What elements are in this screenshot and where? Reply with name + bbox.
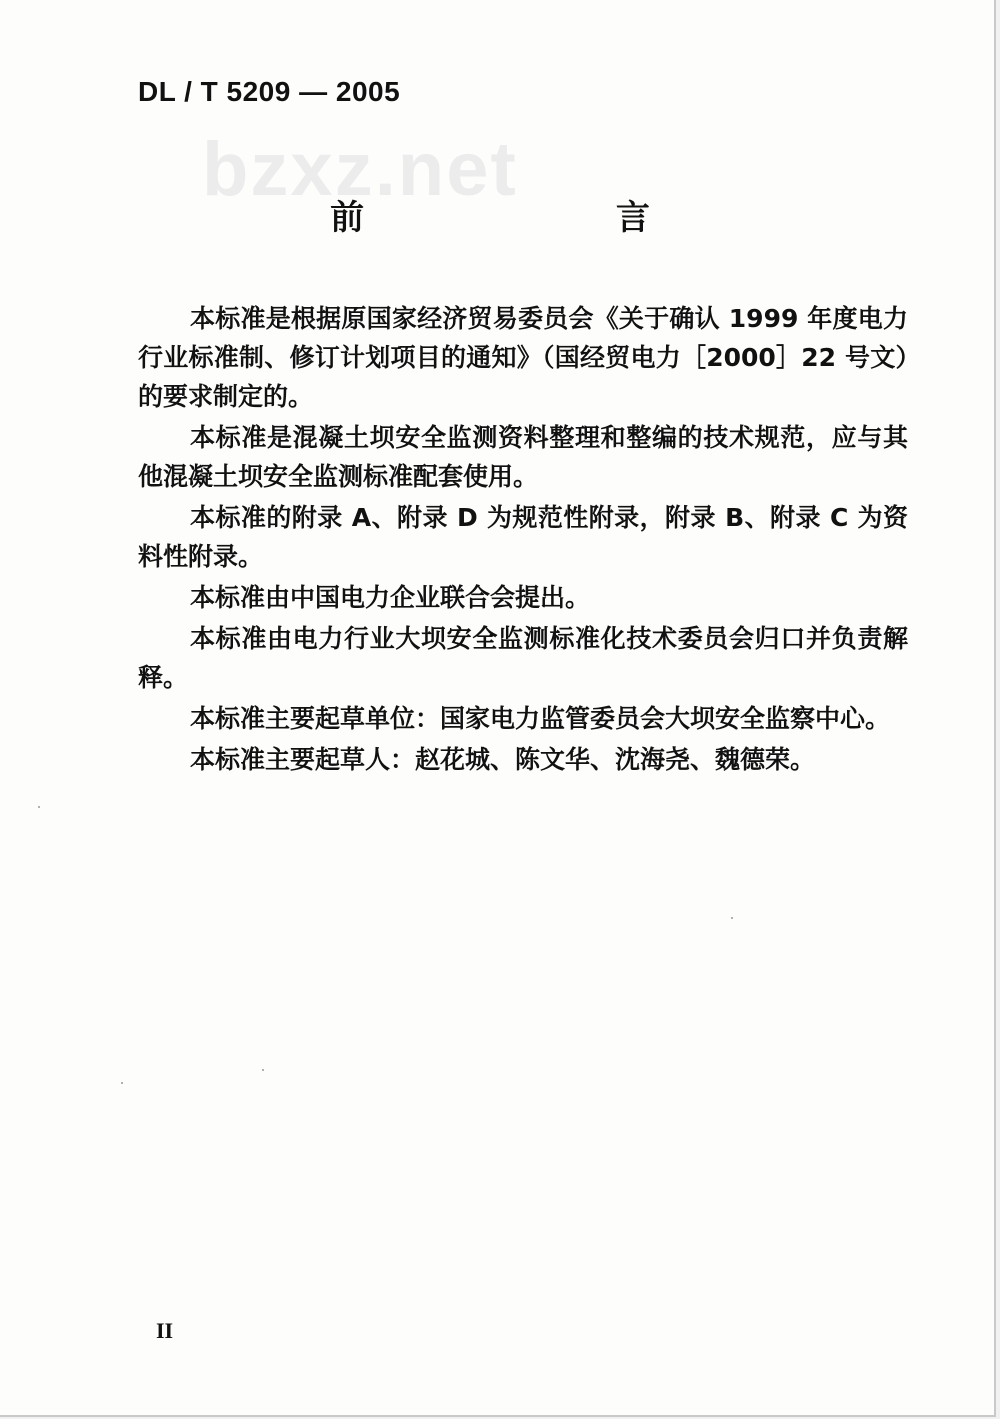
page-number: II [156,1318,174,1343]
paragraph-basis: 本标准是根据原国家经济贸易委员会《关于确认 1999 年度电力行业标准制、修订计划项目的通知》（国经贸电力［2000］22 号文）的要求制定的。 [138,304,908,411]
page-title: 前 言 [330,198,730,238]
scan-speck [262,1069,264,1071]
paragraph-drafting-unit: 本标准主要起草单位：国家电力监管委员会大坝安全监察中心。 [190,704,891,733]
paragraph-drafters: 本标准主要起草人：赵花城、陈文华、沈海尧、魏德荣。 [190,745,816,774]
paragraph-scope: 本标准是混凝土坝安全监测资料整理和整编的技术规范，应与其他混凝土坝安全监测标准配套使用。 [138,423,908,491]
scan-speck [38,806,40,808]
watermark: bzxz.net [202,127,518,212]
scan-speck [731,917,733,919]
standard-code: DL / T 5209 — 2005 [138,76,401,107]
scan-speck [121,1082,123,1084]
paragraph-appendices: 本标准的附录 A、附录 D 为规范性附录，附录 B、附录 C 为资料性附录。 [138,503,908,571]
paragraph-responsible: 本标准由电力行业大坝安全监测标准化技术委员会归口并负责解释。 [138,624,908,692]
paragraph-proposer: 本标准由中国电力企业联合会提出。 [190,583,591,612]
preface-body [138,299,908,781]
